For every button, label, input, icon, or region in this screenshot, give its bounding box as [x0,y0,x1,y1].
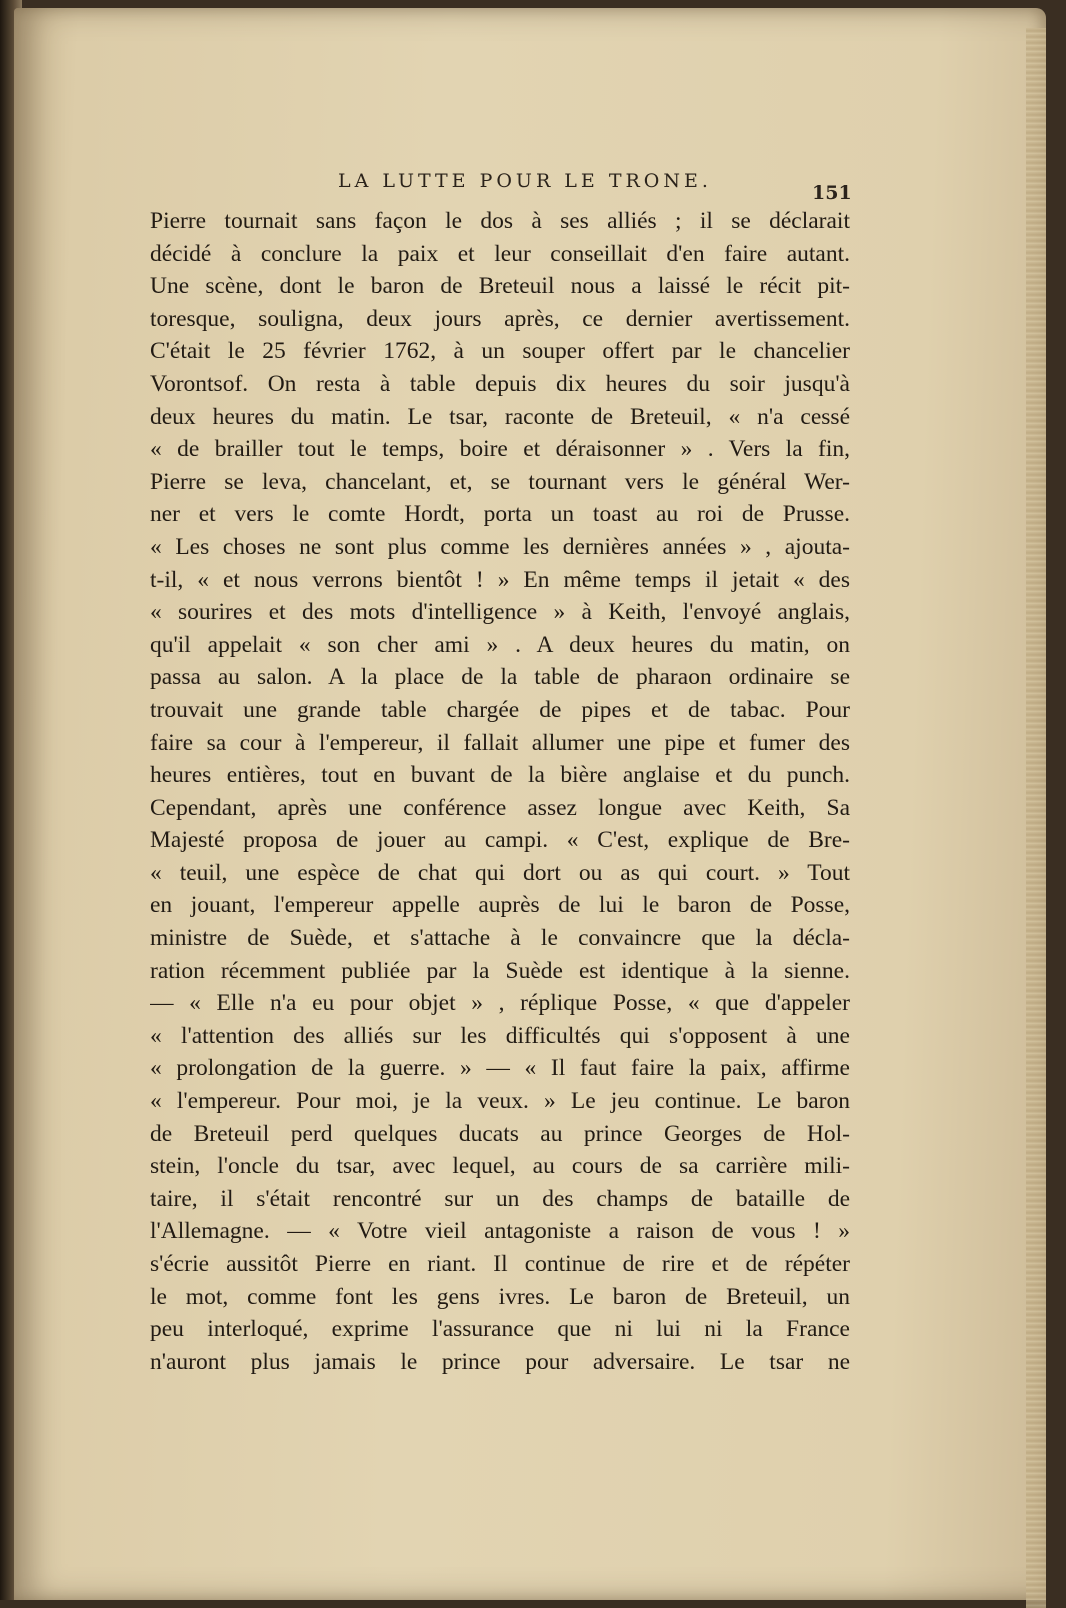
text-line: l'Allemagne. — « Votre vieil antagoniste a raison de vous ! » [150,1218,850,1245]
text-line: peu interloqué, exprime l'assurance que ni lui ni la France [150,1316,850,1343]
text-line: deux heures du matin. Le tsar, raconte de Breteuil, « n'a cessé [150,403,850,430]
running-head: LA LUTTE POUR LE TRONE. [338,170,712,192]
text-line: Cependant, après une conférence assez longue avec Keith, Sa [150,794,850,821]
text-line: faire sa cour à l'empereur, il fallait allumer une pipe et fumer des [150,729,850,756]
text-line: Majesté proposa de jouer au campi. « C'est, explique de Bre- [150,827,850,854]
text-line: C'était le 25 février 1762, à un souper offert par le chancelier [150,338,850,365]
text-line: n'auront plus jamais le prince pour adversaire. Le tsar ne [150,1348,850,1375]
text-line: décidé à conclure la paix et leur conseillait d'en faire autant. [150,240,850,267]
page-number: 151 [812,182,852,204]
text-line: « Les choses ne sont plus comme les dernières années » , ajouta- [150,533,850,560]
text-line: de Breteuil perd quelques ducats au prince Georges de Hol- [150,1120,850,1147]
text-line: s'écrie aussitôt Pierre en riant. Il continue de rire et de répéter [150,1251,850,1277]
text-line: ministre de Suède, et s'attache à le convaincre que la décla- [150,925,850,952]
text-line: taire, il s'était rencontré sur un des champs de bataille de [150,1185,850,1212]
body-text [150,205,850,1378]
text-line: heures entières, tout en buvant de la bière anglaise et du punch. [150,762,850,789]
text-line: « l'attention des alliés sur les difficultés qui s'opposent à une [150,1022,850,1049]
text-line: Pierre se leva, chancelant, et, se tournant vers le général Wer- [150,468,850,495]
text-line: toresque, souligna, deux jours après, ce dernier avertissement. [150,305,850,332]
text-line: Pierre tournait sans façon le dos à ses alliés ; il se déclarait [150,208,850,234]
text-line: en jouant, l'empereur appelle auprès de lui le baron de Posse, [150,892,850,919]
text-line: « sourires et des mots d'intelligence » à Keith, l'envoyé anglais, [150,599,850,626]
text-line: qu'il appelait « son cher ami » . A deux heures du matin, on [150,631,850,658]
text-line: « l'empereur. Pour moi, je la veux. » Le jeu continue. Le baron [150,1088,850,1115]
text-line: « prolongation de la guerre. » — « Il faut faire la paix, affirme [150,1055,850,1082]
text-line: Une scène, dont le baron de Breteuil nous a laissé le récit pit- [150,273,850,300]
text-line: « de brailler tout le temps, boire et déraisonner » . Vers la fin, [150,436,850,463]
text-line: stein, l'oncle du tsar, avec lequel, au cours de sa carrière mili- [150,1153,850,1180]
text-line: ner et vers le comte Hordt, porta un toast au roi de Prusse. [150,501,850,528]
text-line: trouvait une grande table chargée de pipes et de tabac. Pour [150,696,850,723]
text-line: « teuil, une espèce de chat qui dort ou as qui court. » Tout [150,859,850,886]
text-line: — « Elle n'a eu pour objet » , réplique Posse, « que d'appeler [150,990,850,1017]
text-line: le mot, comme font les gens ivres. Le baron de Breteuil, un [150,1283,850,1310]
text-line: Vorontsof. On resta à table depuis dix heures du soir jusqu'à [150,370,850,397]
text-line: t-il, « et nous verrons bientôt ! » En même temps il jetait « des [150,566,850,593]
text-line: ration récemment publiée par la Suède est identique à la sienne. [150,957,850,984]
page-stack-edge [1026,28,1046,1608]
text-line: passa au salon. A la place de la table de pharaon ordinaire se [150,664,850,691]
